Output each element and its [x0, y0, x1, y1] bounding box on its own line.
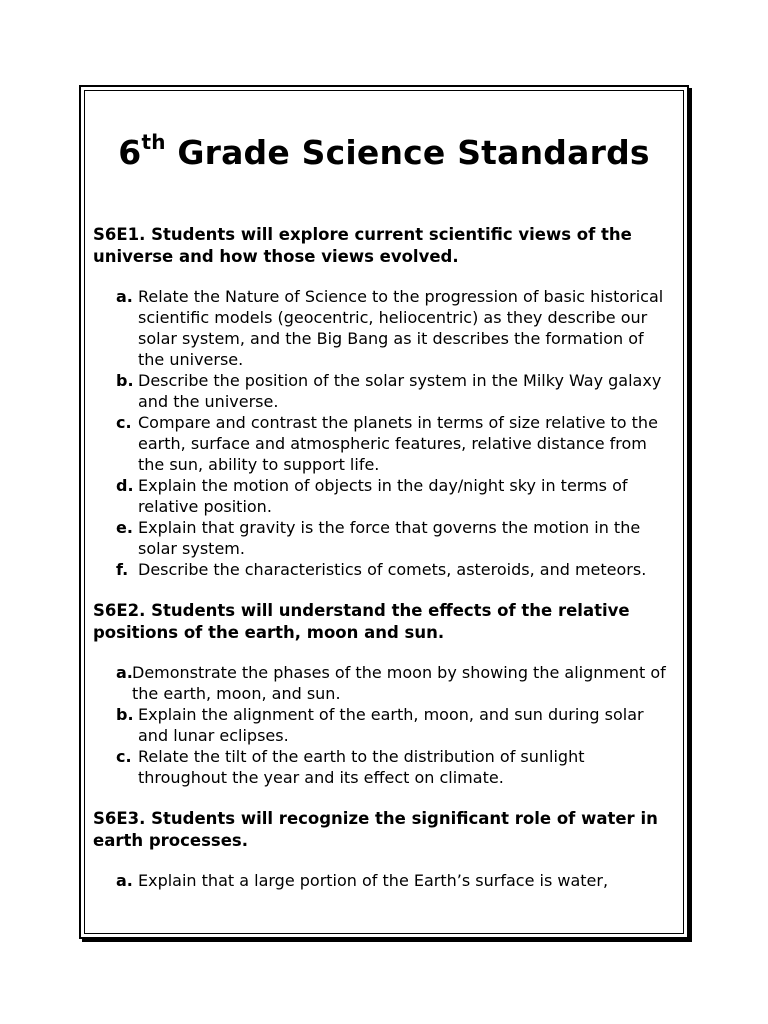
standard-list-s6e1: [93, 286, 675, 580]
item-text: Describe the position of the solar system in the Milky Way galaxy and the universe.: [138, 371, 662, 411]
item-letter: a.: [116, 663, 133, 682]
item-letter: c.: [116, 747, 132, 766]
list-item: [93, 870, 675, 891]
list-item: [93, 286, 675, 370]
list-item: [93, 704, 675, 746]
list-item: [93, 517, 675, 559]
item-letter: f.: [116, 560, 129, 579]
list-item: [93, 746, 675, 788]
title-text: Grade Science Standards: [165, 133, 650, 172]
item-text: Explain the alignment of the earth, moon, and sun during solar and lunar eclipses.: [138, 705, 644, 745]
item-letter: e.: [116, 518, 133, 537]
list-item: [93, 412, 675, 475]
standard-heading-s6e2: S6E2. Students will understand the effects of the relative positions of the earth, moon and sun.: [93, 601, 630, 642]
title-number: 6: [118, 133, 142, 172]
item-letter: a.: [116, 287, 133, 306]
list-item: [93, 370, 675, 412]
item-text: Explain that a large portion of the Earth’s surface is water,: [138, 871, 609, 890]
list-item: [93, 475, 675, 517]
standard-heading-s6e1: S6E1. Students will explore current scientific views of the universe and how those views evolved.: [93, 225, 632, 266]
item-letter: a.: [116, 871, 133, 890]
item-text: Describe the characteristics of comets, asteroids, and meteors.: [138, 560, 647, 579]
page-title: [85, 130, 683, 172]
list-item: [93, 559, 675, 580]
list-item: [93, 662, 675, 704]
item-letter: c.: [116, 413, 132, 432]
item-letter: d.: [116, 476, 134, 495]
standards-content: [93, 224, 675, 911]
page-frame: [79, 85, 689, 939]
item-text: Compare and contrast the planets in terms of size relative to the earth, surface and atmospheric features, relative distance from the sun, ability to support life.: [138, 413, 658, 474]
title-ordinal-suffix: th: [141, 130, 166, 154]
standard-list-s6e3: [93, 870, 675, 891]
item-letter: b.: [116, 705, 134, 724]
item-text: Demonstrate the phases of the moon by showing the alignment of the earth, moon, and sun.: [132, 663, 666, 703]
item-text: Relate the Nature of Science to the progression of basic historical scientific models (geocentric, heliocentric) as they describe our solar system, and the Big Bang as it describes the formation of the universe.: [138, 287, 664, 369]
item-text: Relate the tilt of the earth to the distribution of sunlight throughout the year and its effect on climate.: [138, 747, 585, 787]
item-letter: b.: [116, 371, 134, 390]
page-frame-inner: [84, 90, 684, 934]
item-text: Explain the motion of objects in the day/night sky in terms of relative position.: [138, 476, 628, 516]
standard-list-s6e2: [93, 662, 675, 788]
standard-heading-s6e3: S6E3. Students will recognize the significant role of water in earth processes.: [93, 809, 658, 850]
item-text: Explain that gravity is the force that governs the motion in the solar system.: [138, 518, 641, 558]
